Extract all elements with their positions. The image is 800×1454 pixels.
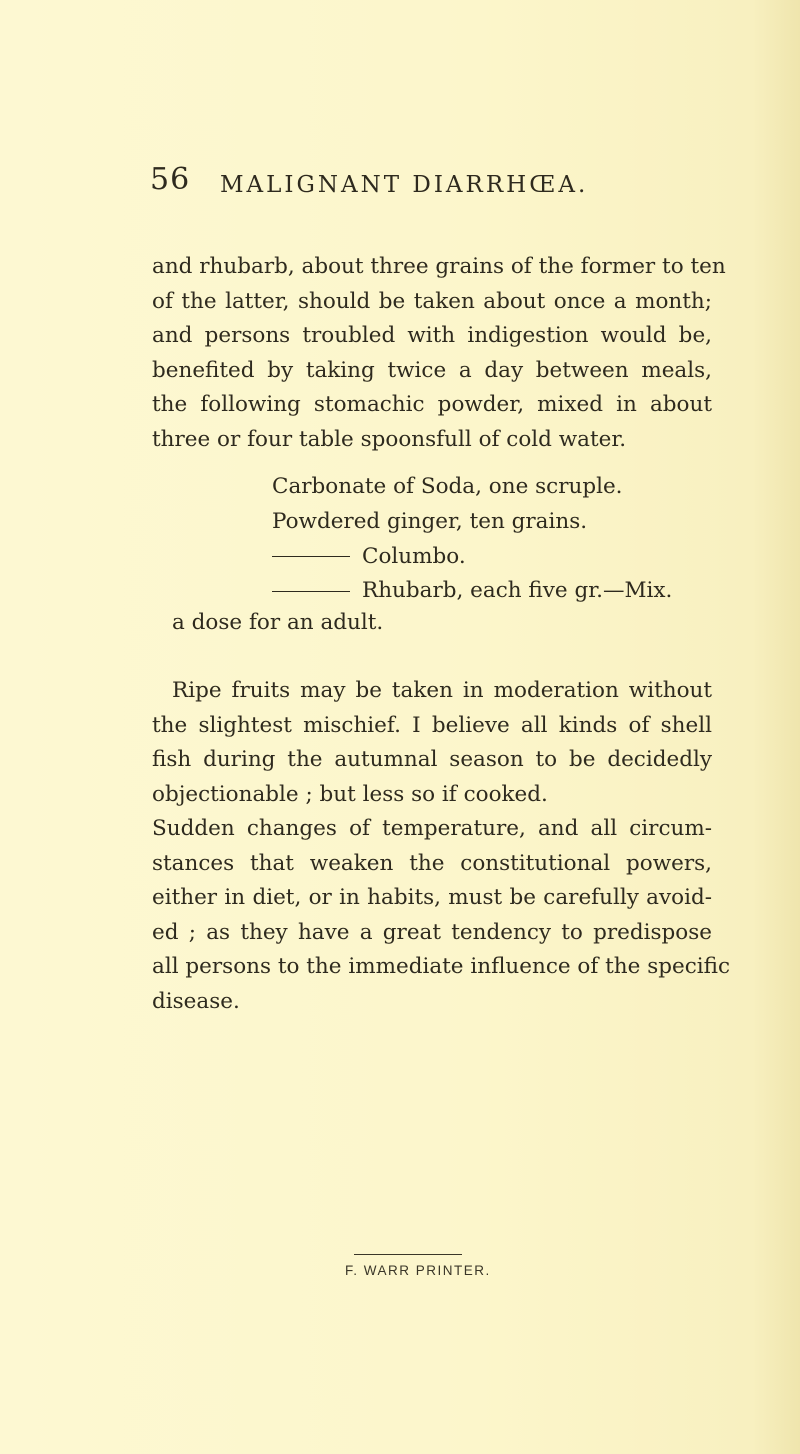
page-number: 56: [150, 162, 191, 197]
text-line: the following stomachic powder, mixed in about: [152, 392, 712, 417]
ditto-dash: [272, 556, 350, 557]
recipe-line: [272, 574, 672, 609]
text-line: and rhubarb, about three grains of the former to ten: [152, 254, 726, 279]
recipe: [272, 470, 672, 609]
text-line: either in diet, or in habits, must be carefully avoid-: [152, 885, 712, 910]
text-line: the slightest mischief. I believe all kinds of shell: [152, 712, 712, 738]
recipe-line: [272, 540, 672, 575]
paragraph-2: [152, 674, 731, 1019]
recipe-item: Columbo.: [362, 543, 466, 569]
recipe-item: Rhubarb, each five gr.—Mix.: [362, 578, 673, 604]
text-line: ed ; as they have a great tendency to predispose: [152, 919, 712, 945]
text-line: benefited by taking twice a day between meals,: [152, 357, 712, 383]
text-line: all persons to the immediate influence of the specific: [152, 954, 731, 979]
page-header: [150, 162, 710, 202]
text-line: and persons troubled with indigestion would be,: [152, 323, 712, 348]
running-head: MALIGNANT DIARRHŒA.: [220, 172, 589, 198]
text-line: three or four table spoonsfull of cold water.: [152, 426, 627, 452]
ditto-dash: [272, 591, 350, 592]
text-line: objectionable ; but less so if cooked.: [152, 781, 548, 807]
text-line: disease.: [152, 988, 240, 1014]
recipe-line: Powdered ginger, ten grains.: [272, 508, 588, 534]
text-line: fish during the autumnal season to be decidedly: [152, 747, 712, 772]
text-line: Ripe fruits may be taken in moderation without: [172, 678, 712, 703]
printer-rule: [354, 1254, 462, 1255]
text-line: of the latter, should be taken about once a month;: [152, 288, 712, 314]
text-line: Sudden changes of temperature, and all circum-: [152, 816, 712, 841]
printer-imprint: F. WARR PRINTER.: [345, 1263, 491, 1278]
dose-note: a dose for an adult.: [172, 610, 384, 635]
text-line: stances that weaken the constitutional powers,: [152, 850, 712, 876]
recipe-line: Carbonate of Soda, one scruple.: [272, 474, 623, 499]
paragraph-1: [152, 250, 726, 457]
